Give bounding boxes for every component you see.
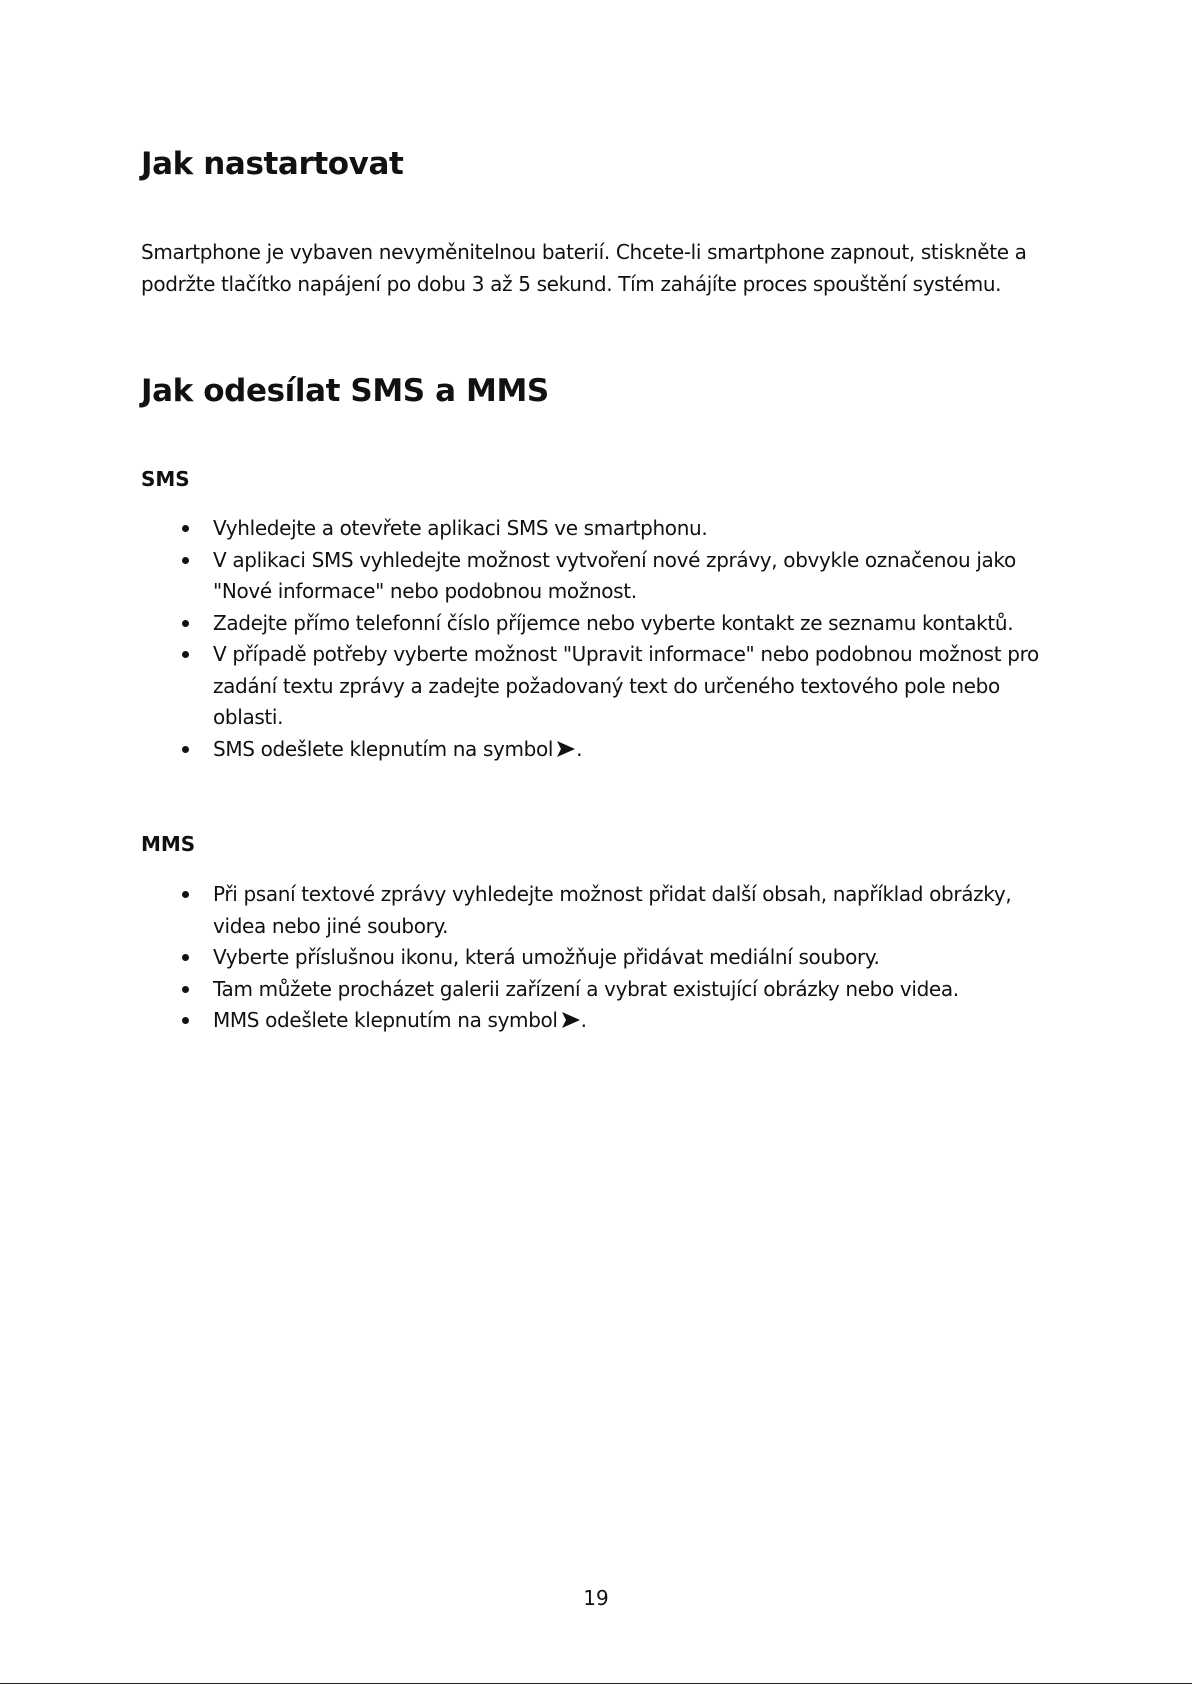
list-item (141, 879, 1071, 942)
list-item-text: videa nebo jiné soubory. (213, 913, 449, 938)
list-item-text: V případě potřeby vyberte možnost "Upravit informace" nebo podobnou možnost pro (213, 642, 1039, 666)
bullet-icon (182, 986, 189, 993)
list-item (141, 545, 1071, 608)
list-item-text: Tam můžete procházet galerii zařízení a vybrat existující obrázky nebo videa. (213, 976, 959, 1001)
paragraph-line: podržte tlačítko napájení po dobu 3 až 5 sekund. Tím zahájíte proces spouštění systému. (141, 272, 1002, 296)
bullet-icon (182, 891, 189, 898)
subheading-sms: SMS (141, 467, 190, 491)
list-item-text: zadání textu zprávy a zadejte požadovaný text do určeného textového pole nebo (213, 673, 1000, 698)
bullet-icon (182, 1017, 189, 1024)
list-item-text: MMS odešlete klepnutím na symbol (213, 1008, 558, 1032)
list-item (141, 608, 1071, 640)
list-item (141, 942, 1071, 974)
bullet-icon (182, 620, 189, 627)
bullet-icon (182, 651, 189, 658)
bullet-icon (182, 746, 189, 753)
list-item-text: Při psaní textové zprávy vyhledejte možnost přidat další obsah, například obrázky, (213, 882, 1012, 906)
send-arrow-icon (556, 740, 576, 758)
page-number: 19 (583, 1586, 609, 1610)
list-item (141, 639, 1071, 734)
list-item-text: oblasti. (213, 705, 284, 729)
list-item-text: Zadejte přímo telefonní číslo příjemce nebo vyberte kontakt ze seznamu kontaktů. (213, 610, 1014, 635)
list-item-text: V aplikaci SMS vyhledejte možnost vytvoření nové zprávy, obvykle označenou jako (213, 547, 1016, 572)
list-item-text: Vyhledejte a otevřete aplikaci SMS ve smartphonu. (213, 516, 708, 540)
list-item-suffix: . (576, 736, 583, 761)
bullet-icon (182, 954, 189, 961)
list-item (141, 513, 1071, 545)
bullet-icon (182, 525, 189, 532)
bullet-icon (182, 557, 189, 564)
list-item-text-with-icon (213, 734, 1071, 766)
subheading-mms: MMS (141, 832, 196, 856)
section-heading-start: Jak nastartovat (141, 146, 404, 182)
mms-steps-list (141, 879, 1071, 1037)
list-item (141, 974, 1071, 1006)
list-item-text: Vyberte příslušnou ikonu, která umožňuje přidávat mediální soubory. (213, 945, 880, 969)
bottom-divider (0, 1683, 1192, 1684)
list-item (141, 1005, 1071, 1037)
list-item-text: "Nové informace" nebo podobnou možnost. (213, 579, 637, 603)
list-item (141, 734, 1071, 766)
sms-steps-list (141, 513, 1071, 765)
list-item-text-with-icon (213, 1005, 1071, 1037)
start-paragraph (141, 236, 1061, 300)
section-heading-messages: Jak odesílat SMS a MMS (141, 373, 549, 409)
list-item-text: SMS odešlete klepnutím na symbol (213, 736, 554, 761)
send-arrow-icon (561, 1011, 581, 1029)
paragraph-line: Smartphone je vybaven nevyměnitelnou baterií. Chcete-li smartphone zapnout, stiskněte a (141, 240, 1027, 264)
list-item-suffix: . (580, 1008, 587, 1032)
